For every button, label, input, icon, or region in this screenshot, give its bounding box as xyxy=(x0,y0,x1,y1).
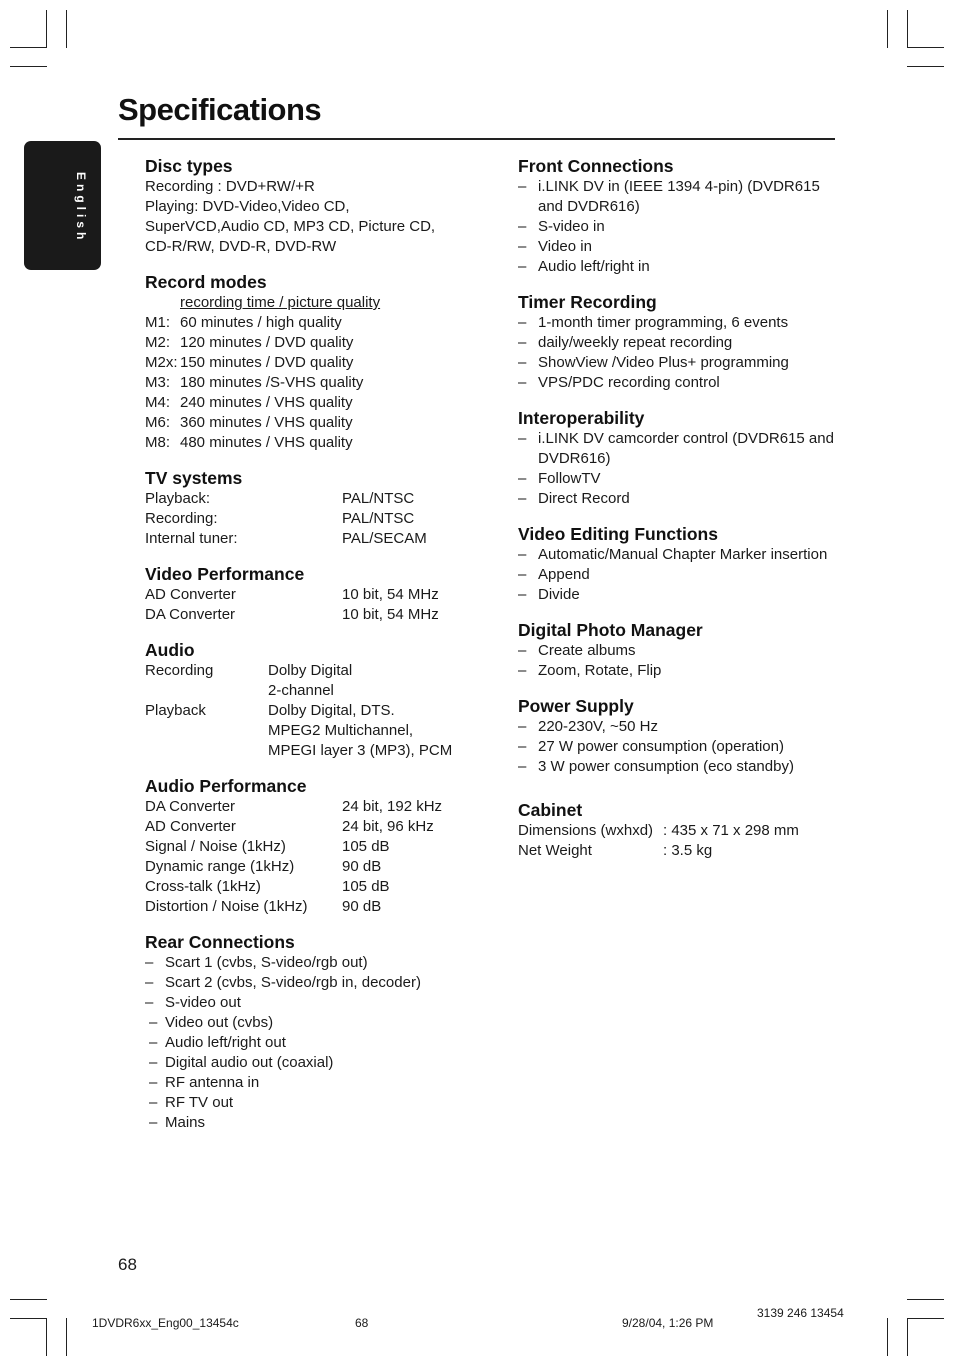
list-item-text: FollowTV xyxy=(538,470,601,487)
video-performance-section xyxy=(145,563,485,625)
text-line: Playing: DVD-Video,Video CD, xyxy=(145,198,350,215)
section-heading: Power Supply xyxy=(518,696,634,716)
spec-row xyxy=(145,681,485,701)
mode-row xyxy=(145,353,485,373)
mode-key: M6: xyxy=(145,414,171,431)
section-heading: Cabinet xyxy=(518,800,583,820)
mode-row xyxy=(145,313,485,333)
list-item: – 3 W power consumption (eco standby) xyxy=(518,758,794,775)
modes-subheading: recording time / picture quality xyxy=(180,294,381,311)
spec-value: : 3.5 kg xyxy=(663,842,713,859)
list-item: – Scart 1 (cvbs, S-video/rgb out) xyxy=(145,954,368,971)
section-heading: Timer Recording xyxy=(518,292,657,312)
crop-mark xyxy=(907,47,944,48)
list-item-text: RF antenna in xyxy=(165,1074,260,1091)
spec-value: 24 bit, 96 kHz xyxy=(342,818,434,835)
mode-row xyxy=(145,393,485,413)
mode-value: 120 minutes / DVD quality xyxy=(180,334,354,351)
list-item: – Video in xyxy=(518,238,592,255)
spec-key: Net Weight xyxy=(518,842,592,859)
language-tab xyxy=(24,141,101,270)
list-item: – RF TV out xyxy=(149,1094,234,1111)
list-item-text: Scart 2 (cvbs, S-video/rgb in, decoder) xyxy=(165,974,421,991)
record-modes-section xyxy=(145,271,485,453)
spec-row xyxy=(145,797,485,817)
list-item: – ShowView /Video Plus+ programming xyxy=(518,354,789,371)
spec-key: DA Converter xyxy=(145,798,236,815)
spec-key: Playback: xyxy=(145,490,211,507)
spec-value: Dolby Digital, DTS. xyxy=(268,702,395,719)
spec-row xyxy=(145,509,485,529)
spec-key: Playback xyxy=(145,702,206,719)
list-item: – Append xyxy=(518,566,590,583)
power-supply-section xyxy=(518,695,848,777)
list-item-text: i.LINK DV in (IEEE 1394 4-pin) (DVDR615 and DVDR616) xyxy=(538,178,820,215)
list-item: – VPS/PDC recording control xyxy=(518,374,720,391)
footer-timestamp: 9/28/04, 1:26 PM xyxy=(622,1316,714,1330)
section-heading: Video Performance xyxy=(145,564,305,584)
mode-row xyxy=(145,333,485,353)
list-item: – daily/weekly repeat recording xyxy=(518,334,733,351)
front-connections-section xyxy=(518,155,848,277)
spec-row xyxy=(145,817,485,837)
list-item: – Scart 2 (cvbs, S-video/rgb in, decoder) xyxy=(145,974,421,991)
spec-value: PAL/SECAM xyxy=(342,530,427,547)
crop-mark xyxy=(66,1318,67,1356)
spec-row xyxy=(145,837,485,857)
mode-value: 150 minutes / DVD quality xyxy=(180,354,354,371)
spec-row xyxy=(145,661,485,681)
spec-row xyxy=(518,841,848,861)
list-item: – Digital audio out (coaxial) xyxy=(149,1054,334,1071)
list-item: – Direct Record xyxy=(518,490,630,507)
title-rule xyxy=(118,138,835,140)
video-editing-section xyxy=(518,523,848,605)
spec-key: Recording xyxy=(145,662,214,679)
list-item: – Audio left/right out xyxy=(149,1034,286,1051)
list-item-text: VPS/PDC recording control xyxy=(538,374,720,391)
list-item-text: Automatic/Manual Chapter Marker insertion xyxy=(538,546,828,563)
list-item: – Audio left/right in xyxy=(518,258,650,275)
mode-key: M3: xyxy=(145,374,171,391)
list-item-text: RF TV out xyxy=(165,1094,234,1111)
spec-value: 90 dB xyxy=(342,898,382,915)
list-item: – RF antenna in xyxy=(149,1074,260,1091)
spec-value: 24 bit, 192 kHz xyxy=(342,798,443,815)
section-heading: Record modes xyxy=(145,272,267,292)
digital-photo-section xyxy=(518,619,848,681)
list-item-text: Mains xyxy=(165,1114,206,1131)
spec-key xyxy=(145,681,268,701)
crop-mark xyxy=(907,1318,908,1356)
list-item: – Create albums xyxy=(518,642,636,659)
section-heading: Digital Photo Manager xyxy=(518,620,703,640)
disc-types-section xyxy=(145,155,485,257)
list-item-text: Audio left/right out xyxy=(165,1034,286,1051)
mode-row xyxy=(145,413,485,433)
crop-mark xyxy=(10,47,47,48)
list-item: – Automatic/Manual Chapter Marker insertion xyxy=(518,546,828,563)
mode-key: M2: xyxy=(145,334,171,351)
page-number: 68 xyxy=(118,1255,137,1274)
spec-value: 90 dB xyxy=(342,858,382,875)
crop-mark xyxy=(907,1318,944,1319)
list-item-text: ShowView /Video Plus+ programming xyxy=(538,354,789,371)
tv-systems-section xyxy=(145,467,485,549)
mode-key: M1: xyxy=(145,314,171,331)
spec-key: Cross-talk (1kHz) xyxy=(145,878,261,895)
timer-recording-section xyxy=(518,291,848,393)
list-item: – S-video out xyxy=(145,994,241,1011)
spec-value: PAL/NTSC xyxy=(342,510,415,527)
spec-value: Dolby Digital xyxy=(268,662,353,679)
audio-section xyxy=(145,639,485,761)
left-column xyxy=(145,155,485,1147)
spec-key xyxy=(145,721,268,741)
spec-row xyxy=(145,897,485,917)
spec-key: Internal tuner: xyxy=(145,530,238,547)
list-item-text: Zoom, Rotate, Flip xyxy=(538,662,662,679)
crop-mark xyxy=(907,66,944,67)
section-heading: Interoperability xyxy=(518,408,645,428)
list-item-text: Digital audio out (coaxial) xyxy=(165,1054,334,1071)
spec-value: 105 dB xyxy=(342,878,390,895)
list-item: – i.LINK DV camcorder control (DVDR615 and DVDR616) xyxy=(518,429,848,469)
list-item: – i.LINK DV in (IEEE 1394 4-pin) (DVDR615 and DVDR616) xyxy=(518,177,848,217)
mode-value: 480 minutes / VHS quality xyxy=(180,434,353,451)
spec-key: AD Converter xyxy=(145,818,236,835)
spec-key: Dynamic range (1kHz) xyxy=(145,858,295,875)
footer-page: 68 xyxy=(355,1316,369,1330)
spec-row xyxy=(145,857,485,877)
spec-key: Recording: xyxy=(145,510,218,527)
mode-value: 360 minutes / VHS quality xyxy=(180,414,353,431)
list-item-text: Audio left/right in xyxy=(538,258,650,275)
list-item-text: 1-month timer programming, 6 events xyxy=(538,314,789,331)
section-heading: Rear Connections xyxy=(145,932,295,952)
list-item: – Mains xyxy=(149,1114,206,1131)
mode-key: M2x: xyxy=(145,354,178,371)
crop-mark xyxy=(907,1299,944,1300)
list-item: – S-video in xyxy=(518,218,605,235)
spec-row xyxy=(145,585,485,605)
list-item: – Zoom, Rotate, Flip xyxy=(518,662,662,679)
spec-value: 10 bit, 54 MHz xyxy=(342,586,439,603)
crop-mark xyxy=(46,1318,47,1356)
mode-value: 240 minutes / VHS quality xyxy=(180,394,353,411)
section-heading: Disc types xyxy=(145,156,233,176)
mode-value: 60 minutes / high quality xyxy=(180,314,342,331)
spec-row xyxy=(145,721,485,741)
section-heading: Video Editing Functions xyxy=(518,524,718,544)
list-item-text: S-video out xyxy=(165,994,241,1011)
spec-row xyxy=(518,821,848,841)
list-item: – Divide xyxy=(518,586,580,603)
list-item: – 27 W power consumption (operation) xyxy=(518,738,784,755)
spec-row xyxy=(145,489,485,509)
spec-value: PAL/NTSC xyxy=(342,490,415,507)
list-item-text: Video out (cvbs) xyxy=(165,1014,274,1031)
mode-row xyxy=(145,433,485,453)
text-line: CD-R/RW, DVD-R, DVD-RW xyxy=(145,238,337,255)
right-column xyxy=(518,155,848,875)
mode-row xyxy=(145,373,485,393)
spec-key: Signal / Noise (1kHz) xyxy=(145,838,286,855)
list-item-text: i.LINK DV camcorder control (DVDR615 and DVDR616) xyxy=(538,430,834,467)
list-item-text: Video in xyxy=(538,238,592,255)
list-item-text: Scart 1 (cvbs, S-video/rgb out) xyxy=(165,954,368,971)
spec-row xyxy=(145,741,485,761)
spec-row xyxy=(145,877,485,897)
list-item: – 1-month timer programming, 6 events xyxy=(518,314,789,331)
spec-value: : 435 x 71 x 298 mm xyxy=(663,822,799,839)
list-item: – 220-230V, ~50 Hz xyxy=(518,718,658,735)
section-heading: Front Connections xyxy=(518,156,674,176)
spec-key: Distortion / Noise (1kHz) xyxy=(145,898,308,915)
spec-row xyxy=(145,701,485,721)
crop-mark xyxy=(887,10,888,48)
mode-key: M8: xyxy=(145,434,171,451)
spec-row xyxy=(145,605,485,625)
spec-value: 105 dB xyxy=(342,838,390,855)
crop-mark xyxy=(46,10,47,48)
crop-mark xyxy=(10,66,47,67)
text-line: Recording : DVD+RW/+R xyxy=(145,178,315,195)
crop-mark xyxy=(887,1318,888,1356)
list-item-text: Direct Record xyxy=(538,490,630,507)
spec-key: DA Converter xyxy=(145,606,236,623)
mode-value: 180 minutes /S-VHS quality xyxy=(180,374,364,391)
list-item-text: Append xyxy=(538,566,590,583)
crop-mark xyxy=(10,1318,47,1319)
rear-connections-section xyxy=(145,931,485,1133)
crop-mark xyxy=(907,10,908,48)
spec-key: AD Converter xyxy=(145,586,236,603)
spec-key: Dimensions (wxhxd) xyxy=(518,822,654,839)
language-tab-label: English xyxy=(74,172,88,244)
list-item-text: S-video in xyxy=(538,218,605,235)
footer-doc-id: 1DVDR6xx_Eng00_13454c xyxy=(92,1316,239,1330)
crop-mark xyxy=(66,10,67,48)
crop-mark xyxy=(10,1299,47,1300)
footer-code: 3139 246 13454 xyxy=(757,1306,844,1320)
section-heading: Audio xyxy=(145,640,195,660)
spec-key xyxy=(145,741,268,761)
text-line: SuperVCD,Audio CD, MP3 CD, Picture CD, xyxy=(145,218,436,235)
spec-value: 10 bit, 54 MHz xyxy=(342,606,439,623)
cabinet-section xyxy=(518,799,848,861)
spec-row xyxy=(145,529,485,549)
spec-value: MPEGI layer 3 (MP3), PCM xyxy=(268,742,453,759)
list-item-text: 3 W power consumption (eco standby) xyxy=(538,758,794,775)
list-item-text: 220-230V, ~50 Hz xyxy=(538,718,658,735)
audio-performance-section xyxy=(145,775,485,917)
list-item: – Video out (cvbs) xyxy=(149,1014,274,1031)
interoperability-section xyxy=(518,407,848,509)
list-item: – FollowTV xyxy=(518,470,601,487)
list-item-text: Divide xyxy=(538,586,580,603)
list-item-text: daily/weekly repeat recording xyxy=(538,334,733,351)
section-heading: Audio Performance xyxy=(145,776,307,796)
list-item-text: 27 W power consumption (operation) xyxy=(538,738,784,755)
list-item-text: Create albums xyxy=(538,642,636,659)
section-heading: TV systems xyxy=(145,468,243,488)
spec-value: 2-channel xyxy=(268,682,334,699)
page-title: Specifications xyxy=(118,92,322,127)
spec-value: MPEG2 Multichannel, xyxy=(268,722,414,739)
mode-key: M4: xyxy=(145,394,171,411)
